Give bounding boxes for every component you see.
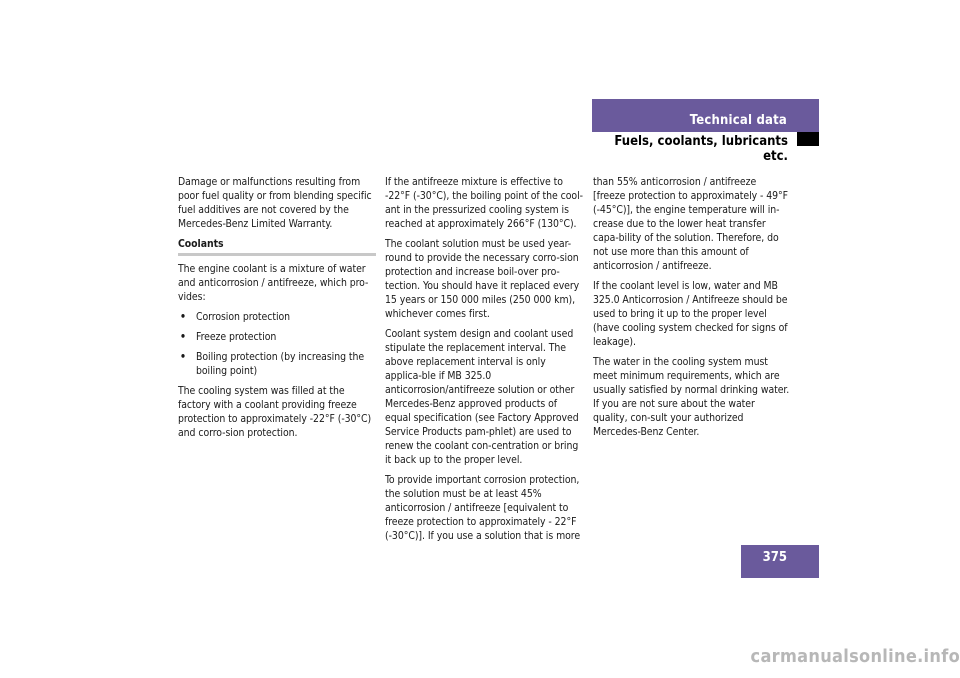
page-number-box: [741, 545, 819, 578]
bullet-icon: •: [180, 311, 186, 323]
bullet-icon: •: [180, 331, 186, 343]
section-title: Technical data: [689, 113, 787, 128]
column-2: [385, 175, 583, 549]
coolant-provides-list: [178, 310, 376, 378]
water-quality-paragraph: The water in the cooling system must meet minimum requirements, which are usually satisfied by normal drinking water. If you are not sure about the water quality, con-sult your authorized Mercedes-Benz Center.: [593, 356, 790, 438]
coolants-heading: Coolants: [178, 237, 376, 256]
mixture-limit-paragraph: than 55% anticorrosion / antifreeze [freeze protection to approximately - 49°F (-45°C)], the engine temperature will in-crease due to the lower heat transfer capa-bility of the solution. Therefore, do not use more than this amount of anticorrosion / antifreeze.: [593, 176, 788, 272]
corrosion-protection-paragraph: To provide important corrosion protection, the solution must be at least 45% anticorrosion / antifreeze [equivalent to freeze protection to approximately - 22°F (-30°C)]. If you use a solution that is more: [385, 474, 581, 542]
header-band: [592, 99, 819, 132]
column-1: [178, 175, 376, 446]
bullet-icon: •: [180, 351, 186, 363]
header-marker: [797, 132, 819, 146]
list-item: • Corrosion protection: [180, 311, 291, 323]
low-level-paragraph: If the coolant level is low, water and MB 325.0 Anticorrosion / Antifreeze should be used to bring it up to the proper level (have cooling system checked for signs of leakage).: [593, 280, 788, 348]
list-item: • Boiling protection (by increasing the boiling point): [180, 351, 365, 377]
subsection-title: Fuels, coolants, lubricants etc.: [614, 134, 788, 164]
factory-fill-paragraph: The cooling system was filled at the factory with a coolant providing freeze protection to approximately -22°F (-30°C) and corro-sion protection.: [178, 385, 372, 439]
boiling-point-paragraph: If the antifreeze mixture is effective to -22°F (-30°C), the boiling point of the cool-ant in the pressurized cooling system is reached at approximately 266°F (130°C).: [385, 176, 583, 230]
page-number: 375: [762, 550, 787, 565]
replacement-interval-paragraph: Coolant system design and coolant used stipulate the replacement interval. The above replacement interval is only applica-ble if MB 325.0 anticorrosion/antifreeze solution or other Mercedes-Benz approved products of equal specification (see Factory Approved Service Products pam-phlet) are used to renew the coolant con-centration or bring it back up to the proper level.: [385, 328, 579, 466]
coolant-intro: The engine coolant is a mixture of water and anticorrosion / antifreeze, which pro-vides:: [178, 263, 369, 303]
year-round-paragraph: The coolant solution must be used year-round to provide the necessary corro-sion protection and increase boil-over pro-tection. You should have it replaced every 15 years or 150 000 miles (250 000 km), whichever comes first.: [385, 238, 580, 320]
list-item: • Freeze protection: [180, 331, 277, 343]
watermark-text: carmanualsonline.info: [750, 646, 960, 667]
warranty-paragraph: Damage or malfunctions resulting from poor fuel quality or from blending specific fuel additives are not covered by the Mercedes-Benz Limited Warranty.: [178, 176, 372, 230]
column-3: [593, 175, 791, 445]
